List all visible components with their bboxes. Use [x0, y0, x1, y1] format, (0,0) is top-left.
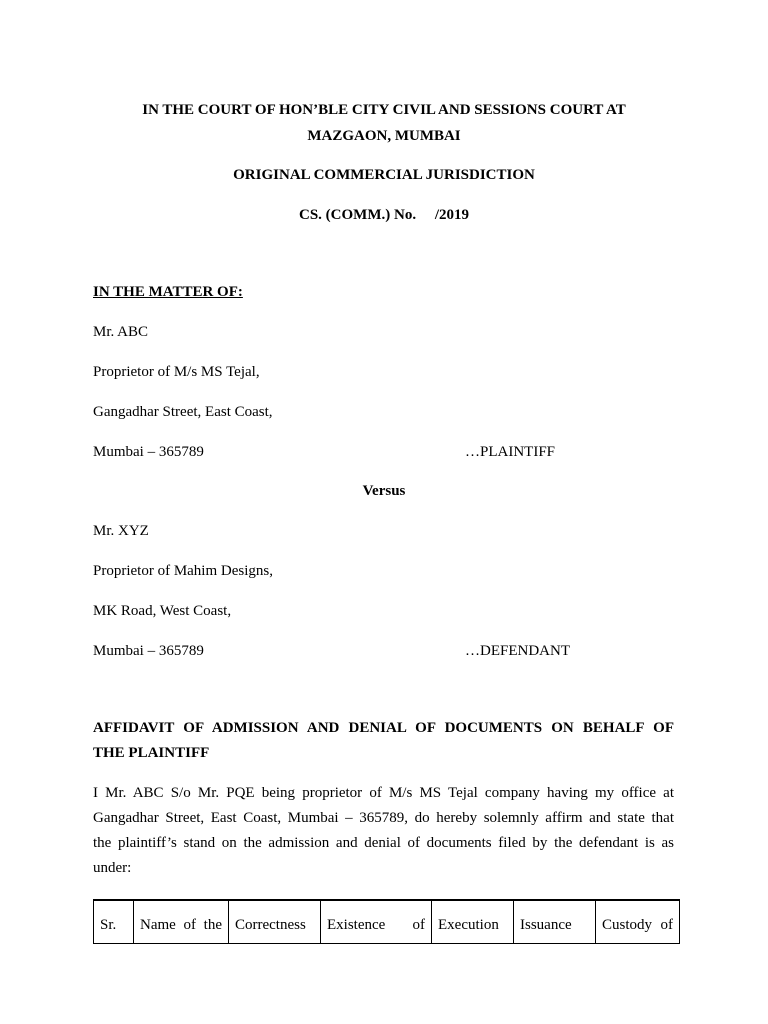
- affidavit-body-line3: the plaintiff’s stand on the admission and denial of documents filed by the defendant is as: [93, 835, 674, 851]
- jurisdiction-heading: ORIGINAL COMMERCIAL JURISDICTION: [233, 167, 535, 183]
- defendant-address-line2: MK Road, West Coast,: [93, 603, 232, 619]
- defendant-role: …DEFENDANT: [465, 643, 570, 659]
- table-header-custody: Custody of: [596, 900, 680, 944]
- plaintiff-name: Mr. ABC: [93, 324, 149, 340]
- defendant-address-line3: Mumbai – 365789: [93, 643, 204, 659]
- table-header-row: [94, 900, 680, 944]
- table-header-correctness: Correctness: [229, 900, 321, 944]
- defendant-name: Mr. XYZ: [93, 523, 149, 539]
- affidavit-title-line2: THE PLAINTIFF: [93, 745, 210, 761]
- plaintiff-role: …PLAINTIFF: [465, 444, 556, 460]
- matter-heading: IN THE MATTER OF:: [93, 284, 243, 300]
- plaintiff-address-line1: Proprietor of M/s MS Tejal,: [93, 364, 260, 380]
- plaintiff-address-line3: Mumbai – 365789: [93, 444, 204, 460]
- affidavit-body-line2: Gangadhar Street, East Coast, Mumbai – 365789, do hereby solemnly affirm and state that: [93, 810, 674, 826]
- documents-table: [93, 899, 680, 944]
- versus-label: Versus: [362, 483, 406, 499]
- affidavit-title-line1: AFFIDAVIT OF ADMISSION AND DENIAL OF DOCUMENTS ON BEHALF OF: [93, 720, 674, 736]
- affidavit-body-line4: under:: [93, 860, 132, 876]
- table-header-issuance: Issuance: [514, 900, 596, 944]
- defendant-address-line1: Proprietor of Mahim Designs,: [93, 563, 273, 579]
- court-title-line2: MAZGAON, MUMBAI: [307, 128, 461, 144]
- court-title-line1: IN THE COURT OF HON’BLE CITY CIVIL AND SESSIONS COURT AT: [142, 102, 626, 118]
- affidavit-body-line1: I Mr. ABC S/o Mr. PQE being proprietor of M/s MS Tejal company having my office at: [93, 785, 674, 801]
- table-header-execution: Execution: [432, 900, 514, 944]
- table-header-existence: Existence of: [321, 900, 432, 944]
- case-number: CS. (COMM.) No. /2019: [299, 207, 469, 223]
- table-header-sr: Sr.: [94, 900, 134, 944]
- plaintiff-address-line2: Gangadhar Street, East Coast,: [93, 404, 273, 420]
- table-header-name: Name of the: [134, 900, 229, 944]
